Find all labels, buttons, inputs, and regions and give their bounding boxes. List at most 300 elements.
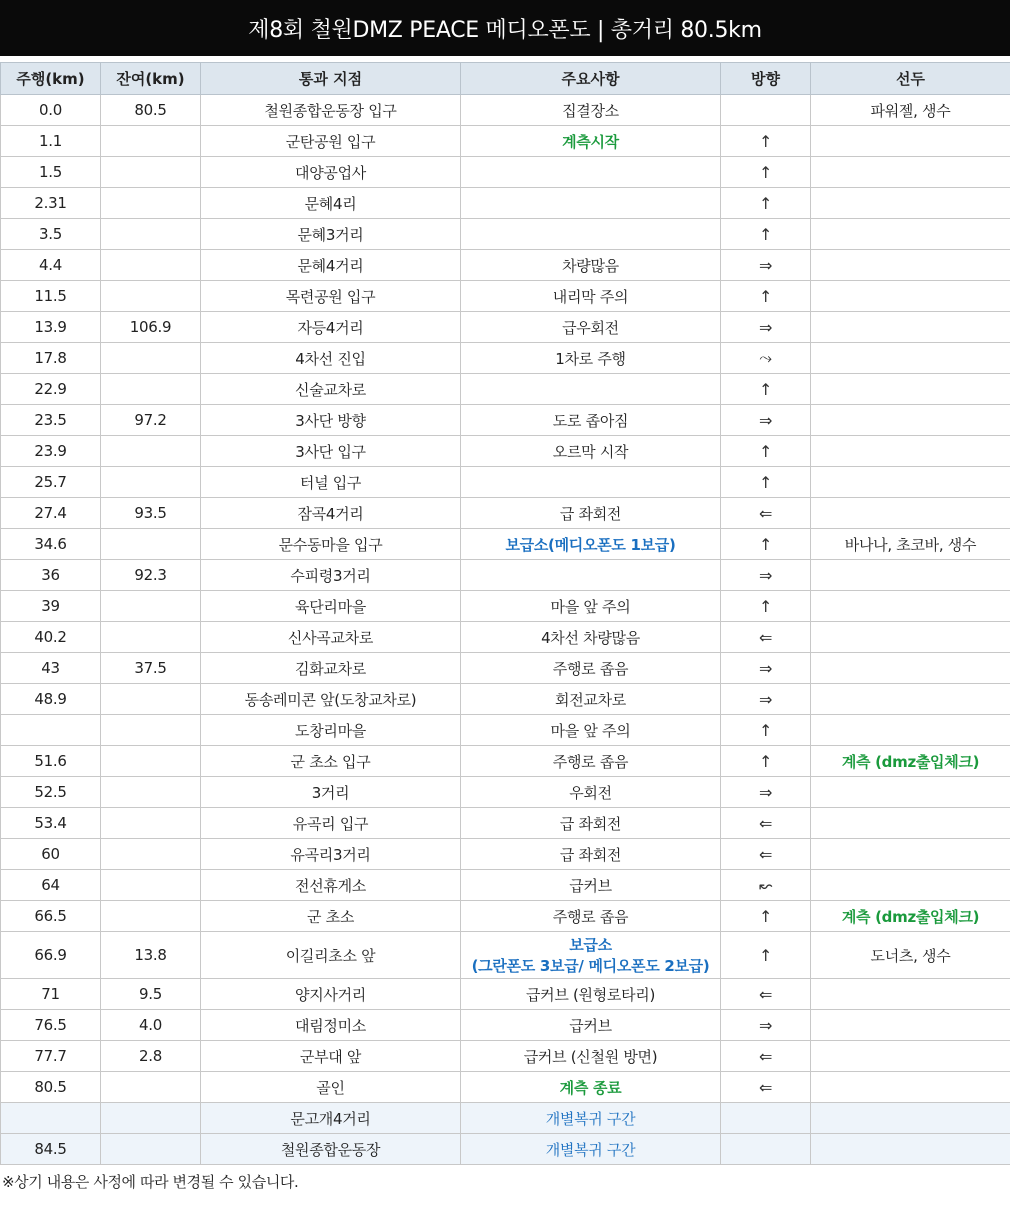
- cell-point: [201, 622, 461, 653]
- cell-direction: [721, 1010, 811, 1041]
- direction-arrow-icon: ⇒: [758, 658, 773, 678]
- table-row: [1, 684, 1010, 715]
- cell-note: [461, 979, 721, 1010]
- cell-km: [1, 405, 101, 436]
- table-row: [1, 188, 1010, 219]
- cell-remaining: [101, 1041, 201, 1072]
- cell-lead: [811, 312, 1010, 343]
- table-row: [1, 157, 1010, 188]
- cell-note-text: 계측시작: [562, 132, 619, 151]
- cell-note-text: 급우회전: [562, 318, 619, 337]
- cell-point: [201, 250, 461, 281]
- table-row: [1, 436, 1010, 467]
- cell-km: [1, 1134, 101, 1165]
- cell-km-text: 1.5: [39, 163, 62, 181]
- table-row: [1, 1134, 1010, 1165]
- cell-note-text: 급커브 (원형로타리): [525, 985, 656, 1004]
- cell-km: [1, 126, 101, 157]
- cell-direction: [721, 343, 811, 374]
- cell-remaining: [101, 979, 201, 1010]
- cell-remaining: [101, 126, 201, 157]
- cell-remaining: [101, 839, 201, 870]
- cell-point-text: 유곡리 입구: [292, 814, 369, 833]
- table-row: [1, 250, 1010, 281]
- cell-remaining: [101, 467, 201, 498]
- cell-note-text: 내리막 주의: [552, 287, 629, 306]
- table-row: [1, 1010, 1010, 1041]
- cell-remaining-text: 9.5: [139, 985, 162, 1003]
- cell-point-text: 3사단 방향: [295, 411, 366, 430]
- cell-note: [461, 653, 721, 684]
- cell-km: [1, 622, 101, 653]
- cell-note-text: 개별복귀 구간: [545, 1140, 636, 1159]
- cell-note-text: 회전교차로: [555, 690, 626, 709]
- cell-point-text: 김화교차로: [295, 659, 366, 678]
- cell-direction: [721, 529, 811, 560]
- cell-km-text: 17.8: [34, 349, 67, 367]
- cell-km-text: 40.2: [34, 628, 67, 646]
- direction-arrow-icon: ↑: [758, 193, 773, 213]
- cell-note-text: 마을 앞 주의: [550, 597, 631, 616]
- table-row: [1, 343, 1010, 374]
- cell-km: [1, 839, 101, 870]
- cell-direction: [721, 405, 811, 436]
- cell-note: [461, 219, 721, 250]
- cell-note: [461, 560, 721, 591]
- cell-note: [461, 281, 721, 312]
- cell-km: [1, 684, 101, 715]
- cell-point-text: 군탄공원 입구: [285, 132, 376, 151]
- cell-direction: [721, 591, 811, 622]
- cell-point: [201, 746, 461, 777]
- cell-remaining: [101, 808, 201, 839]
- cell-km-text: 2.31: [34, 194, 67, 212]
- direction-arrow-icon: ↑: [758, 472, 773, 492]
- cell-point: [201, 715, 461, 746]
- cell-point: [201, 219, 461, 250]
- cell-note: [461, 436, 721, 467]
- cell-km-text: 84.5: [34, 1140, 67, 1158]
- cell-km: [1, 374, 101, 405]
- cell-point-text: 육단리마을: [295, 597, 366, 616]
- direction-arrow-icon: ↑: [758, 286, 773, 306]
- table-row: [1, 839, 1010, 870]
- cell-note-text: 4차선 차량많음: [541, 628, 640, 647]
- page-title: 제8회 철원DMZ PEACE 메디오폰도 | 총거리 80.5km: [0, 0, 1010, 56]
- cell-km-text: 34.6: [34, 535, 67, 553]
- cell-point-text: 수피령3거리: [290, 566, 371, 585]
- cell-note: [461, 312, 721, 343]
- cell-note-text: 도로 좁아짐: [552, 411, 629, 430]
- cell-lead: [811, 653, 1010, 684]
- cell-remaining: [101, 1072, 201, 1103]
- cell-remaining: [101, 157, 201, 188]
- cell-direction: [721, 498, 811, 529]
- cell-lead: [811, 467, 1010, 498]
- cell-lead: [811, 529, 1010, 560]
- cell-lead: [811, 498, 1010, 529]
- cell-km: [1, 901, 101, 932]
- cell-km: [1, 1103, 101, 1134]
- direction-arrow-icon: ⇐: [758, 1077, 773, 1097]
- cell-direction: [721, 188, 811, 219]
- cell-point-text: 문고개4거리: [290, 1109, 371, 1128]
- cell-note-text: 주행로 좁음: [552, 659, 629, 678]
- table-row: [1, 219, 1010, 250]
- direction-arrow-icon: ↑: [758, 720, 773, 740]
- cell-note: [461, 901, 721, 932]
- cell-point: [201, 126, 461, 157]
- cell-km-text: 27.4: [34, 504, 67, 522]
- cell-note: [461, 684, 721, 715]
- cell-km: [1, 1041, 101, 1072]
- cell-remaining: [101, 932, 201, 979]
- cell-lead: [811, 622, 1010, 653]
- direction-arrow-icon: ↑: [758, 224, 773, 244]
- cell-point: [201, 560, 461, 591]
- cell-note: [461, 1134, 721, 1165]
- table-row: [1, 281, 1010, 312]
- table-row: [1, 808, 1010, 839]
- direction-arrow-icon: ↑: [758, 379, 773, 399]
- cell-direction: [721, 219, 811, 250]
- cell-remaining: [101, 250, 201, 281]
- cell-remaining-text: 80.5: [134, 101, 167, 119]
- table-row: [1, 932, 1010, 979]
- cell-note-text: 마을 앞 주의: [550, 721, 631, 740]
- cell-lead: [811, 684, 1010, 715]
- cell-direction: [721, 715, 811, 746]
- cell-direction: [721, 901, 811, 932]
- cell-km: [1, 157, 101, 188]
- cell-point-text: 대양공업사: [295, 163, 366, 182]
- table-row: [1, 901, 1010, 932]
- direction-arrow-icon: ⇐: [758, 844, 773, 864]
- cell-point-text: 유곡리3거리: [290, 845, 371, 864]
- cell-remaining: [101, 436, 201, 467]
- cell-direction: [721, 746, 811, 777]
- cell-point: [201, 1103, 461, 1134]
- header-km: 주행(km): [1, 63, 101, 95]
- cell-remaining: [101, 374, 201, 405]
- header-lead: 선두: [811, 63, 1010, 95]
- cell-point-text: 자등4거리: [297, 318, 364, 337]
- cell-note: [461, 529, 721, 560]
- cell-lead: [811, 250, 1010, 281]
- cell-remaining: [101, 498, 201, 529]
- cell-lead: [811, 281, 1010, 312]
- direction-arrow-icon: ↑: [758, 131, 773, 151]
- cell-direction: [721, 157, 811, 188]
- cell-point-text: 문수동마을 입구: [278, 535, 383, 554]
- cell-point-text: 전선휴게소: [295, 876, 366, 895]
- cell-point: [201, 932, 461, 979]
- cell-point-text: 문혜4리: [304, 194, 357, 213]
- cell-note-text: 보급소(메디오폰도 1보급): [505, 535, 676, 554]
- cell-km: [1, 219, 101, 250]
- cell-direction: [721, 250, 811, 281]
- cell-remaining: [101, 653, 201, 684]
- cell-km-text: 39: [41, 597, 60, 615]
- direction-arrow-icon: ⤳: [759, 348, 772, 367]
- cell-point-text: 이길리초소 앞: [285, 946, 376, 965]
- cell-lead: [811, 1072, 1010, 1103]
- cell-point: [201, 1072, 461, 1103]
- cell-point: [201, 343, 461, 374]
- cell-point-text: 터널 입구: [299, 473, 362, 492]
- cell-point: [201, 901, 461, 932]
- cell-lead: [811, 1010, 1010, 1041]
- cell-km-text: 66.9: [34, 946, 67, 964]
- cell-lead: [811, 1103, 1010, 1134]
- cell-note: [461, 1103, 721, 1134]
- cell-km: [1, 591, 101, 622]
- cell-note: [461, 870, 721, 901]
- cell-direction: [721, 684, 811, 715]
- cell-point-text: 군 초소 입구: [290, 752, 371, 771]
- cell-note: [461, 157, 721, 188]
- cell-km-text: 25.7: [34, 473, 67, 491]
- cell-lead: [811, 979, 1010, 1010]
- cell-km: [1, 1010, 101, 1041]
- cell-note: [461, 498, 721, 529]
- cell-note-text: 1차로 주행: [555, 349, 626, 368]
- cell-km-text: 71: [41, 985, 60, 1003]
- table-row: [1, 95, 1010, 126]
- cell-km-text: 1.1: [39, 132, 62, 150]
- cell-remaining: [101, 870, 201, 901]
- direction-arrow-icon: ⇒: [758, 565, 773, 585]
- cell-note: [461, 591, 721, 622]
- cell-point: [201, 95, 461, 126]
- table-row: [1, 374, 1010, 405]
- cell-point: [201, 979, 461, 1010]
- direction-arrow-icon: ↜: [758, 875, 773, 895]
- cell-note: [461, 622, 721, 653]
- direction-arrow-icon: ↑: [758, 906, 773, 926]
- cell-lead-text: 계측 (dmz출입체크): [841, 907, 980, 926]
- cell-point-text: 대림정미소: [295, 1016, 366, 1035]
- cell-km-text: 3.5: [39, 225, 62, 243]
- cell-note: [461, 95, 721, 126]
- cell-km: [1, 1072, 101, 1103]
- cell-direction: [721, 979, 811, 1010]
- cell-km: [1, 560, 101, 591]
- cell-note-text: 급커브: [569, 876, 612, 895]
- cell-km-text: 48.9: [34, 690, 67, 708]
- direction-arrow-icon: ⇒: [758, 1015, 773, 1035]
- cell-km-text: 36: [41, 566, 60, 584]
- cell-lead: [811, 405, 1010, 436]
- cell-lead: [811, 746, 1010, 777]
- cell-km: [1, 467, 101, 498]
- cell-lead-text: 도너츠, 생수: [870, 946, 951, 965]
- cell-km: [1, 188, 101, 219]
- cell-remaining-text: 4.0: [139, 1016, 162, 1034]
- cell-note-text: 보급소: [569, 936, 612, 954]
- cell-point-text: 군부대 앞: [299, 1047, 362, 1066]
- cell-lead: [811, 839, 1010, 870]
- direction-arrow-icon: ↑: [758, 945, 773, 965]
- cell-point-text: 목련공원 입구: [285, 287, 376, 306]
- cell-note-text: 주행로 좁음: [552, 907, 629, 926]
- direction-arrow-icon: ↑: [758, 751, 773, 771]
- cell-point: [201, 188, 461, 219]
- cell-note: [461, 839, 721, 870]
- cell-km: [1, 498, 101, 529]
- cell-point: [201, 529, 461, 560]
- cell-remaining: [101, 405, 201, 436]
- cell-km-text: 80.5: [34, 1078, 67, 1096]
- cell-note-text: 개별복귀 구간: [545, 1109, 636, 1128]
- cell-note: [461, 1041, 721, 1072]
- cell-point-text: 양지사거리: [295, 985, 366, 1004]
- table-row: [1, 591, 1010, 622]
- table-row: [1, 498, 1010, 529]
- cell-lead: [811, 219, 1010, 250]
- cell-km: [1, 979, 101, 1010]
- table-row: [1, 746, 1010, 777]
- cell-remaining: [101, 343, 201, 374]
- cell-point-text: 동송레미콘 앞(도창교차로): [244, 690, 417, 709]
- direction-arrow-icon: ⇐: [758, 813, 773, 833]
- cell-lead: [811, 901, 1010, 932]
- cell-remaining: [101, 281, 201, 312]
- cell-point: [201, 312, 461, 343]
- cell-remaining-text: 13.8: [134, 946, 167, 964]
- cell-remaining: [101, 591, 201, 622]
- cell-note: [461, 467, 721, 498]
- cell-point-text: 신술교차로: [295, 380, 366, 399]
- cell-note-text: 우회전: [569, 783, 612, 802]
- cell-point-text: 문혜4거리: [297, 256, 364, 275]
- cell-note: [461, 932, 721, 979]
- cell-km: [1, 653, 101, 684]
- cell-note-subtext: (그란폰도 3보급/ 메디오폰도 2보급): [471, 957, 710, 975]
- cell-direction: [721, 870, 811, 901]
- footnote: ※상기 내용은 사정에 따라 변경될 수 있습니다.: [2, 1173, 299, 1191]
- table-row: [1, 777, 1010, 808]
- direction-arrow-icon: ⇐: [758, 503, 773, 523]
- cell-lead: [811, 932, 1010, 979]
- cell-lead: [811, 1134, 1010, 1165]
- cell-note: [461, 746, 721, 777]
- table-row: [1, 1041, 1010, 1072]
- cell-point: [201, 653, 461, 684]
- cell-lead: [811, 715, 1010, 746]
- cell-note-text: 급 좌회전: [559, 504, 622, 523]
- cell-km-text: 43: [41, 659, 60, 677]
- cell-lead-text: 계측 (dmz출입체크): [841, 752, 980, 771]
- cell-km: [1, 529, 101, 560]
- cell-direction: [721, 281, 811, 312]
- cell-lead-text: 바나나, 초코바, 생수: [844, 535, 977, 554]
- direction-arrow-icon: ⇒: [758, 255, 773, 275]
- cell-direction: [721, 95, 811, 126]
- cell-point-text: 3거리: [311, 783, 350, 802]
- cell-remaining: [101, 1134, 201, 1165]
- cell-point-text: 골인: [316, 1078, 345, 1097]
- cell-note-text: 차량많음: [562, 256, 619, 275]
- direction-arrow-icon: ⇒: [758, 782, 773, 802]
- cell-lead: [811, 560, 1010, 591]
- cell-point: [201, 405, 461, 436]
- cell-note: [461, 1072, 721, 1103]
- cell-direction: [721, 436, 811, 467]
- cell-direction: [721, 560, 811, 591]
- cell-km: [1, 343, 101, 374]
- cell-lead: [811, 436, 1010, 467]
- direction-arrow-icon: ↑: [758, 596, 773, 616]
- cell-km-text: 23.9: [34, 442, 67, 460]
- direction-arrow-icon: ⇒: [758, 317, 773, 337]
- cell-point: [201, 1041, 461, 1072]
- cell-km: [1, 312, 101, 343]
- cell-remaining: [101, 529, 201, 560]
- direction-arrow-icon: ⇐: [758, 1046, 773, 1066]
- table-row: [1, 467, 1010, 498]
- cell-remaining: [101, 684, 201, 715]
- cell-km: [1, 281, 101, 312]
- direction-arrow-icon: ↑: [758, 534, 773, 554]
- cell-km-text: 64: [41, 876, 60, 894]
- cell-direction: [721, 653, 811, 684]
- cell-km-text: 52.5: [34, 783, 67, 801]
- direction-arrow-icon: ⇐: [758, 627, 773, 647]
- route-table: [0, 62, 1010, 1165]
- cell-remaining: [101, 715, 201, 746]
- cell-lead: [811, 808, 1010, 839]
- table-row: [1, 979, 1010, 1010]
- cell-point: [201, 777, 461, 808]
- table-row: [1, 653, 1010, 684]
- header-point: 통과 지점: [201, 63, 461, 95]
- cell-note: [461, 188, 721, 219]
- cell-km: [1, 777, 101, 808]
- cell-direction: [721, 1103, 811, 1134]
- table-row: [1, 126, 1010, 157]
- cell-note-text: 오르막 시작: [552, 442, 629, 461]
- cell-remaining: [101, 622, 201, 653]
- header-remaining: 잔여(km): [101, 63, 201, 95]
- cell-remaining-text: 106.9: [129, 318, 172, 336]
- cell-direction: [721, 777, 811, 808]
- cell-lead: [811, 343, 1010, 374]
- cell-point-text: 군 초소: [306, 907, 355, 926]
- cell-point-text: 4차선 진입: [295, 349, 366, 368]
- table-row: [1, 1072, 1010, 1103]
- table-row: [1, 560, 1010, 591]
- cell-lead: [811, 95, 1010, 126]
- cell-direction: [721, 622, 811, 653]
- cell-remaining: [101, 1010, 201, 1041]
- cell-lead: [811, 374, 1010, 405]
- direction-arrow-icon: ↑: [758, 162, 773, 182]
- cell-point: [201, 1010, 461, 1041]
- cell-km: [1, 746, 101, 777]
- cell-remaining: [101, 219, 201, 250]
- cell-remaining: [101, 746, 201, 777]
- cell-km-text: 23.5: [34, 411, 67, 429]
- table-row: [1, 529, 1010, 560]
- cell-km-text: 77.7: [34, 1047, 67, 1065]
- cell-direction: [721, 808, 811, 839]
- table-row: [1, 715, 1010, 746]
- direction-arrow-icon: ↑: [758, 441, 773, 461]
- cell-note-text: 급커브: [569, 1016, 612, 1035]
- cell-direction: [721, 374, 811, 405]
- cell-direction: [721, 1134, 811, 1165]
